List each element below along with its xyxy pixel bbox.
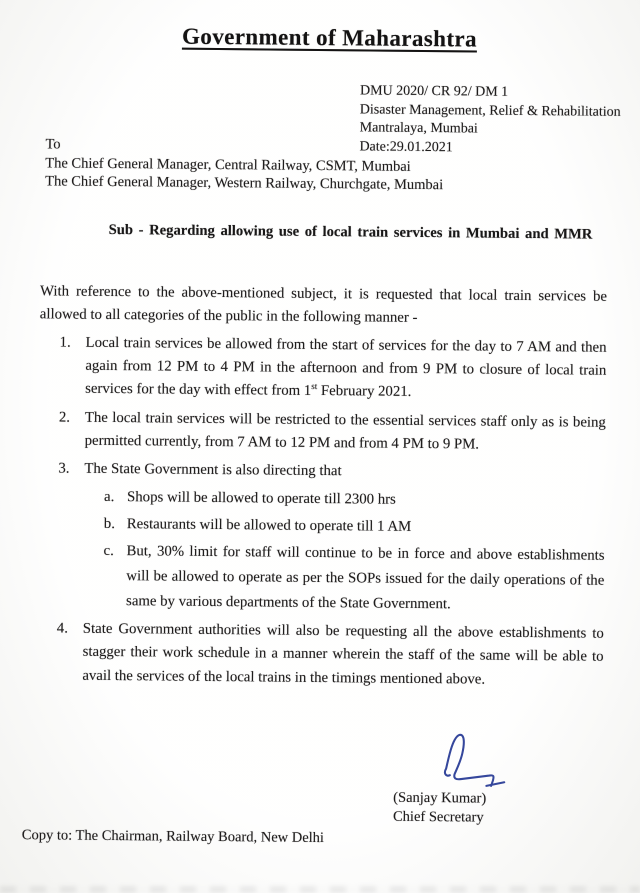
intro-paragraph: With reference to the above-mentioned subject, it is requested that local train services be allowed to all categories of the public in the following manner - [39,283,608,326]
list-item [59,332,607,407]
list-item-number: 1. [59,334,71,351]
addressee-line: The Chief General Manager, Western Railway, Churchgate, Mumbai [45,173,444,194]
numbered-list [56,332,606,698]
letter-title-text: Government of Maharashtra [181,23,478,52]
signatory-name: (Sanjay Kumar) [393,789,487,807]
list-item-text [85,332,607,407]
sublist-item-text: Shops will be allowed to operate till 2300 hrs [127,489,396,508]
list-item [57,458,606,623]
addressee-block [45,135,444,195]
scan-edge-smudge [0,886,640,893]
lettered-sublist [103,485,605,619]
signature-icon [421,727,522,790]
list-item-number: 2. [58,409,71,426]
list-item-text: State Government authorities will also be requesting all the above establishments to stagger their work schedule in a manner wherein the staff of the same will be able to avail the services of the local trains in the timings mentioned above. [82,620,604,688]
copy-to-line: Copy to: The Chairman, Railway Board, New Delhi [21,827,325,847]
sublist-item-text: But, 30% limit for staff will continue to be in force and above establishments will be allowed to operate as per the SOPs issued for the daily operations of the same by various departments of the State Government. [126,543,605,613]
signature-block [393,727,522,827]
sublist-item [103,539,605,619]
list-item-text-post: February 2021. [317,383,412,401]
list-item [56,618,604,693]
signatory-title: Chief Secretary [392,808,484,826]
list-item-head: The State Government is also directing that [84,460,342,480]
sublist-item-letter: c. [103,543,114,560]
letter-title [2,22,640,54]
sublist-item [104,512,605,542]
ordinal-superscript: st [311,381,318,392]
to-label: To [45,136,61,153]
sublist-item [104,485,605,515]
list-item-number: 3. [58,460,70,477]
letter-date: Date:29.01.2021 [359,139,453,156]
list-item-text [83,458,606,623]
subject-line: Sub - Regarding allowing use of local train services in Mumbai and MMR [108,221,593,243]
sublist-item-letter: b. [103,516,116,533]
sublist-item-letter: a. [104,489,115,506]
reference-number: DMU 2020/ CR 92/ DM 1 [359,83,509,100]
list-item-number: 4. [56,620,69,637]
department-name: Disaster Management, Relief & Rehabilitation [359,101,621,120]
sublist-item-text: Restaurants will be allowed to operate till 1 AM [126,516,412,536]
office-location: Mantralaya, Mumbai [359,120,478,137]
list-item-text-pre: Local train services be allowed from the start of services for the day to 7 AM and then again from 12 PM to 4 PM in the afternoon and from 9 PM to closure of local train services for the day with effect from 1 [85,334,607,400]
list-item-text: The local train services will be restricted to the essential services staff only as is being permitted currently, from 7 AM to 12 PM and from 4 PM to 9 PM. [84,409,606,453]
addressee-line: The Chief General Manager, Central Railway, CSMT, Mumbai [45,154,411,175]
list-item [59,406,606,458]
